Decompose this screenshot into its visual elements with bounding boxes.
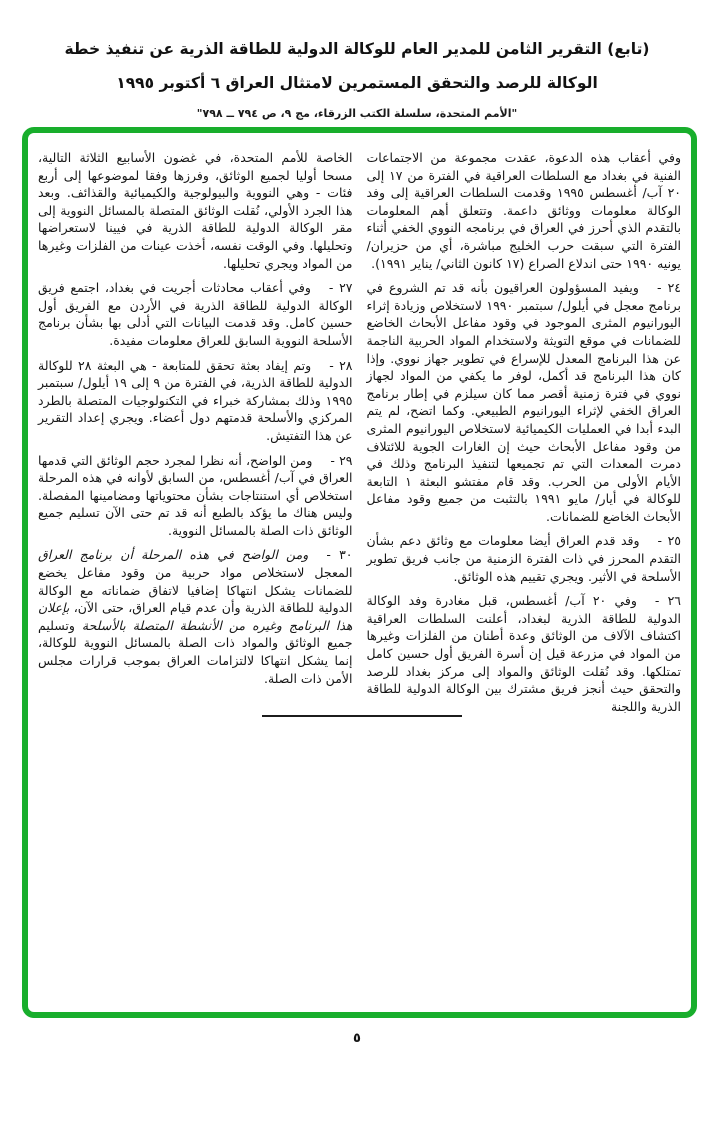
column-right (367, 149, 682, 722)
paragraph-text: وتم إيفاد بعثة تحقق للمتابعة - هي البعثة ٢٨ للوكالة الدولية للطاقة الذرية، في الفترة من ٩ إلى ١٩ أيلول/ سبتمبر ١٩٩٥ وذلك بمشاركة خبراء في التكنولوجيات المتصلة بالطرد المركزي والأسلحة قدمتهم دول أعضاء. ويجري إعداد التقرير عن هذا التفتيش. (38, 357, 353, 443)
paragraph-30 (38, 546, 353, 687)
paragraph-text: الخاصة للأمم المتحدة، في غضون الأسابيع الثلاثة التالية، مسحا أوليا لجميع الوثائق، وفرزها وفقا لموضوعها إلى أربع فئات - وهي النووية والبيولوجية والكيميائية والقذائف. وبعد هذا الجرد الأولي، نُقلت الوثائق المتصلة بالمسائل النووية إلى مقر الوكالة الدولية للطاقة الذرية في فيينا لاستعراضها وتحليلها. وفي الوقت نفسه، أخذت عينات من الفلزات وغيرها من المواد ويجري تحليلها. (38, 150, 353, 271)
paragraph-number: ٢٨ - (329, 357, 353, 373)
column-left (38, 149, 353, 722)
report-title-line1: (تابع) التقرير الثامن للمدير العام للوكالة الدولية للطاقة الذرية عن تنفيذ خطة (64, 40, 650, 58)
paragraph-text: وفي أعقاب محادثات أجريت في بغداد، اجتمع فريق الوكالة الدولية للطاقة الذرية في الأردن مع الفريق أول حسين كامل. وقد قدمت البيانات التي أدلى بها بشأن برنامج الأسلحة النووية السابق للعراق معلومات مفيدة. (38, 280, 353, 348)
paragraph-text: وفي أعقاب هذه الدعوة، عقدت مجموعة من الاجتماعات الفنية في بغداد مع السلطات العراقية في الفترة من ١٧ إلى ٢٠ آب/ أغسطس ١٩٩٥ وقدمت السلطات العراقية إلى وفد الوكالة معلومات ووثائق داعمة. وتتعلق أهم المعلومات بالتقدم الذي أحرز في العراق في برنامجه النووي الخفي أثناء الفترة التي سبقت حرب الخليج مباشرة، أي من حزيران/ يونيه ١٩٩٠ حتى اندلاع الصراع (١٧ كانون الثاني/ يناير ١٩٩١). (366, 150, 681, 271)
paragraph-24 (367, 279, 682, 525)
report-title-line2: الوكالة للرصد والتحقق المستمرين لامتثال العراق ٦ أكتوبر ١٩٩٥ (116, 73, 598, 92)
page-number: ٥ (353, 1031, 361, 1046)
paragraph-text-segment-italic: ومن الواضح في هذه المرحلة أن برنامج العراق (38, 547, 309, 563)
content-border-box (22, 127, 697, 1018)
paragraph-text: ومن الواضح، أنه نظرا لمجرد حجم الوثائق التي قدمها العراق في آب/ أغسطس، من السابق لأوانه في هذه المرحلة استخلاص أي استنتاجات بشأن محتوياتها ومضامينها المفصلة. وليس هناك ما يؤكد بالطبع أنه قد تم حتى الآن تسليم جميع الوثائق ذات الصلة بالمسائل النووية. (38, 452, 353, 538)
paragraph-28 (38, 357, 353, 445)
paragraph-number: ٢٩ - (330, 452, 353, 468)
paragraph-text-segment-italic: بإعلان هذا البرنامج وغيره من الأنشطة المتصلة بالأسلحة (38, 600, 353, 633)
document-header (0, 40, 714, 120)
source-citation: "الأمم المتحدة، سلسلة الكتب الزرقاء، مج ٩، ص ٧٩٤ ــ ٧٩٨" (196, 107, 518, 121)
paragraph-continuation-right (367, 149, 682, 272)
paragraph-number: ٢٧ - (328, 280, 353, 296)
paragraph-text-segment: المعجل لاستخلاص مواد حربية من وقود مفاعل يخضع للضمانات يشكل انتهاكا إضافيا لاتفاق ضماناته مع الوكالة الدولية للطاقة الذرية وأن عدم قيام العراق، حتى الآن، (38, 565, 353, 616)
paragraph-29 (38, 452, 353, 540)
paragraph-text: ويفيد المسؤولون العراقيون بأنه قد تم الشروع في برنامج معجل في أيلول/ سبتمبر ١٩٩٠ لاستخلاص وزيادة إثراء اليورانيوم المثرى الموجود في وقود مفاعل الأبحاث الخاضع للضمانات في موقع التويثة ولاستخدام المواد الحربية الناجمة عن هذا البرنامج المعدل للإسراع في تطوير جهاز نووي. وإذا كان هذا البرنامج قد أكمل، لوفر ما يكفي من المواد لجهاز نووي في فترة زمنية أقصر مما كان سيلزم في إطار برنامج العراق الخفي لإثراء اليورانيوم الطبيعي. وكما اتضح، لم يتم البدء أبدا في العمليات الكيميائية لاستخلاص اليورانيوم المثرى من وقود مفاعل الأبحاث حيث إن الغارات الجوية للائتلاف دمرت المعدات التي تم تجميعها لتنفيذ البرنامج وذلك في الأيام الأولى من الحرب. وقد قام مفتشو البعثة ١ التابعة للوكالة في أيار/ مايو ١٩٩١ بالتثبت من جميع وقود مفاعل الأبحاث الخاضع للضمانات. (366, 280, 681, 524)
paragraph-number: ٢٦ - (654, 593, 682, 609)
paragraph-number: ٢٤ - (656, 280, 681, 296)
paragraph-26 (367, 592, 682, 715)
section-divider-line (262, 715, 462, 717)
paragraph-number: ٢٥ - (657, 533, 682, 549)
paragraph-continuation-left (38, 149, 353, 272)
text-columns (28, 133, 691, 722)
paragraph-text-segment: وتسليم جميع الوثائق والمواد ذات الصلة بالمسائل النووية للوكالة، إنما يشكل انتهاكا لالتزامات العراق بموجب قرارات مجلس الأمن ذات الصلة. (38, 617, 353, 686)
paragraph-27 (38, 279, 353, 349)
paragraph-25 (367, 532, 682, 585)
paragraph-text: وفي ٢٠ آب/ أغسطس، قبل مغادرة وفد الوكالة الدولية للطاقة الذرية لبغداد، أعلنت السلطات العراقية اكتشاف الآلاف من الوثائق وعدة أطنان من الفلزات وغيرها من المواد في مزرعة قيل إن أسرة الفريق أول حسين كامل تمتلكها. وقد نُقلت الوثائق والمواد إلى مركز بغداد للرصد والتحقق حيث أنجز فريق مشترك بين الوكالة الدولية للطاقة الذرية واللجنة (366, 593, 681, 714)
paragraph-text: وقد قدم العراق أيضا معلومات مع وثائق دعم بشأن التقدم المحرز في ذات الفترة الزمنية من جانب فريق تطوير الأسلحة في الأثير. ويجري تقييم هذه الوثائق. (366, 533, 681, 584)
paragraph-number: ٣٠ - (326, 547, 353, 563)
